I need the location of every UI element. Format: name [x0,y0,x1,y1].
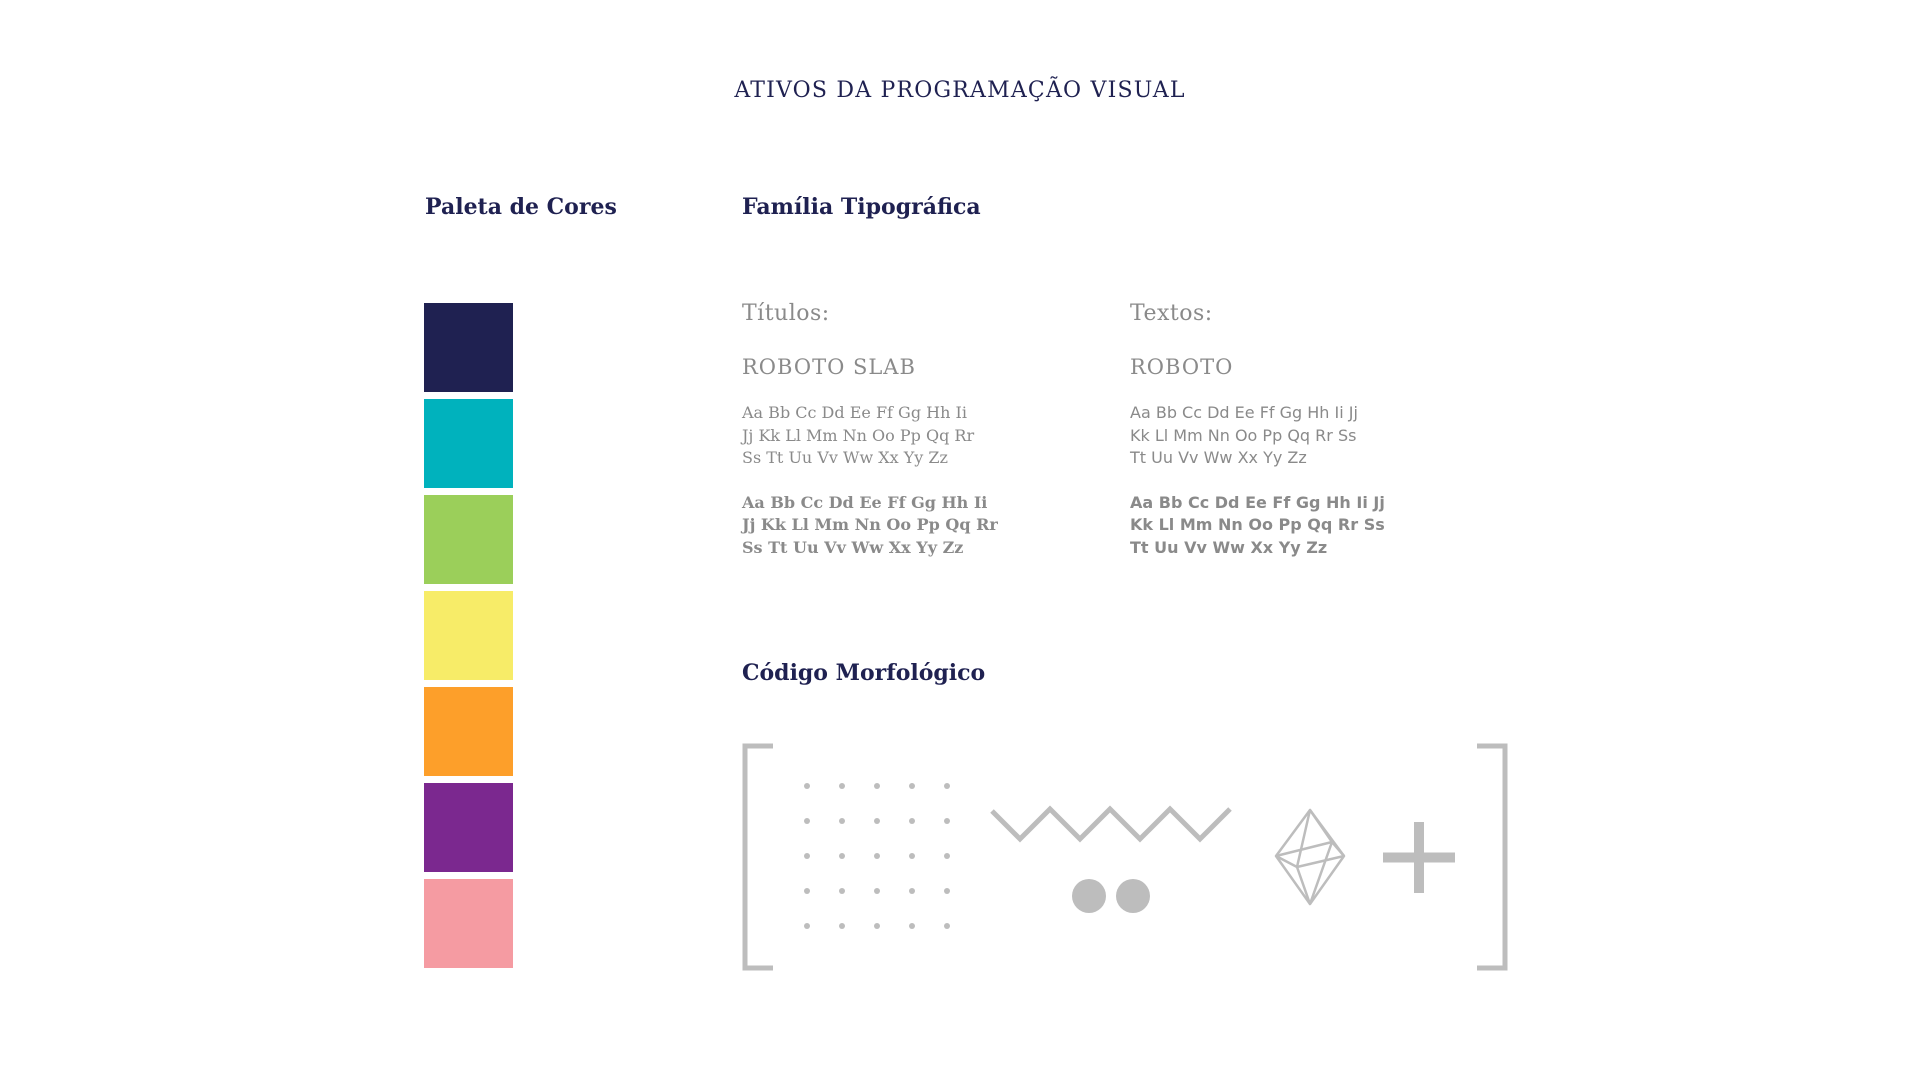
left-bracket-icon [745,746,773,968]
sample-line: Jj Kk Ll Mm Nn Oo Pp Qq Rr [742,425,975,445]
sample-line: Ss Tt Uu Vv Ww Xx Yy Zz [742,448,948,467]
sample-line: Jj Kk Ll Mm Nn Oo Pp Qq Rr [742,515,998,534]
grid-dot [804,818,810,824]
zigzag-icon [992,809,1230,839]
grid-dot [839,888,845,894]
color-swatch-green [424,495,513,584]
grid-dot [874,783,880,789]
page-title: ATIVOS DA PROGRAMAÇÃO VISUAL [734,78,1186,103]
grid-dot [944,923,950,929]
typeface-titles-label: Títulos: [742,301,830,326]
sample-line: Kk Ll Mm Nn Oo Pp Qq Rr Ss [1130,425,1357,445]
double-circle-icon [1072,879,1150,913]
morphology-heading: Código Morfológico [742,660,986,686]
sample-line: Tt Uu Vv Ww Xx Yy Zz [1130,537,1328,557]
typography-heading: Família Tipográfica [742,194,981,220]
grid-dot [944,818,950,824]
morphological-code [742,743,1510,971]
morphology-graphic [742,743,1510,971]
dot-grid-icon [804,783,950,929]
color-swatch-yellow [424,591,513,680]
grid-dot [909,923,915,929]
grid-dot [874,818,880,824]
sample-line: Ss Tt Uu Vv Ww Xx Yy Zz [742,537,964,557]
typeface-titles-font-name: ROBOTO SLAB [742,355,916,379]
typeface-texts-regular-sample [1130,402,1510,470]
sample-line: Aa Bb Cc Dd Ee Ff Gg Hh Ii [742,492,988,512]
color-swatch-orange [424,687,513,776]
typeface-texts-column [1130,300,1510,559]
grid-dot [909,853,915,859]
grid-dot [804,923,810,929]
grid-dot [909,818,915,824]
color-swatch-purple [424,783,513,872]
grid-dot [839,818,845,824]
grid-dot [874,888,880,894]
octahedron-icon [1276,810,1344,904]
grid-dot [804,853,810,859]
grid-dot [944,888,950,894]
sample-line: Aa Bb Cc Dd Ee Ff Gg Hh Ii Jj [1130,403,1358,422]
sample-line: Kk Ll Mm Nn Oo Pp Qq Rr Ss [1130,515,1385,534]
grid-dot [874,923,880,929]
grid-dot [839,853,845,859]
plus-icon [1383,822,1455,893]
grid-dot [909,888,915,894]
typeface-texts-font-name: ROBOTO [1130,355,1234,379]
right-bracket-icon [1477,746,1505,968]
color-swatch-teal [424,399,513,488]
typeface-titles-bold-sample [742,492,1122,560]
color-palette [424,303,513,975]
typeface-titles-column [742,300,1122,559]
palette-heading: Paleta de Cores [425,194,617,220]
color-swatch-navy [424,303,513,392]
grid-dot [839,923,845,929]
grid-dot [944,783,950,789]
typeface-texts-bold-sample [1130,492,1510,560]
grid-dot [944,853,950,859]
typeface-texts-label: Textos: [1130,301,1213,326]
grid-dot [839,783,845,789]
typeface-titles-regular-sample [742,402,1122,470]
sample-line: Tt Uu Vv Ww Xx Yy Zz [1130,448,1307,467]
grid-dot [804,888,810,894]
color-swatch-pink [424,879,513,968]
sample-line: Aa Bb Cc Dd Ee Ff Gg Hh Ii [742,403,967,422]
sample-line: Aa Bb Cc Dd Ee Ff Gg Hh Ii Jj [1130,492,1385,512]
grid-dot [909,783,915,789]
grid-dot [804,783,810,789]
grid-dot [874,853,880,859]
